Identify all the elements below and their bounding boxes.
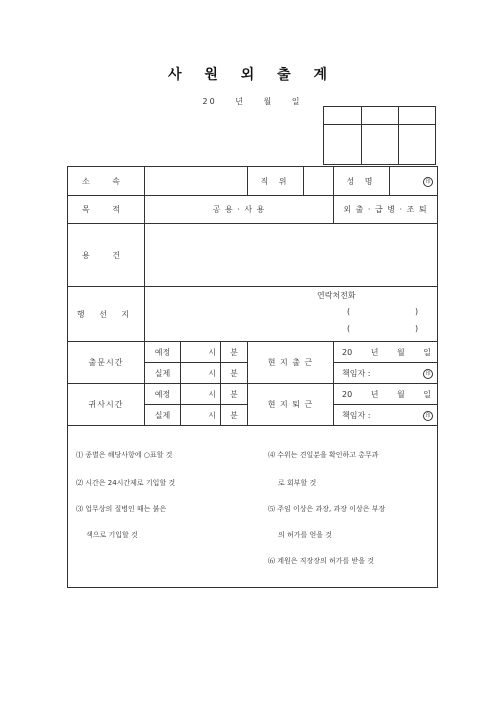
- field-leave-label: 현 지 퇴 근: [248, 384, 334, 426]
- field-departure-date[interactable]: 20 년 월 일: [334, 342, 438, 363]
- planned-label: 예정: [145, 342, 181, 363]
- hour-label[interactable]: 시: [181, 363, 221, 384]
- purpose-label: 목 적: [68, 196, 145, 224]
- note-3b: 색으로 기입할 것: [86, 531, 138, 539]
- approval-header-cell: [399, 107, 436, 125]
- note-2: ⑵ 시간은 24시간제로 기입할 것: [76, 479, 176, 487]
- departure-time-label: 출문시간: [68, 342, 145, 384]
- notes-box: [68, 426, 438, 588]
- purpose-options[interactable]: 공 용 · 사 용: [145, 196, 334, 224]
- seal-mark: 印: [423, 369, 433, 379]
- paren-close: ): [415, 324, 419, 333]
- note-1: ⑴ 종별은 해당사항에 ○표할 것: [76, 451, 173, 459]
- field-leave-date[interactable]: 20 년 월 일: [334, 384, 438, 405]
- note-5a: ⑸ 주임 이상은 과장, 과장 이상은 부장: [268, 505, 386, 513]
- note-4a: ⑷ 수위는 견일분을 확인하고 총무과: [268, 451, 379, 459]
- minute-label[interactable]: 분: [221, 342, 248, 363]
- contact-phone-label: 연락처전화: [317, 291, 356, 300]
- note-4b: 로 회부할 것: [278, 479, 317, 487]
- approval-box: [323, 106, 436, 165]
- approval-header-cell: [362, 107, 399, 125]
- note-3a: ⑶ 업무상의 질병인 때는 붉은: [76, 505, 167, 513]
- planned-label: 예정: [145, 384, 181, 405]
- note-5b: 의 허가를 얻을 것: [278, 531, 333, 539]
- position-label: 직 위: [248, 167, 304, 196]
- responsible-label: 책임자 :: [342, 410, 371, 420]
- actual-label: 실제: [145, 405, 181, 426]
- name-field[interactable]: [390, 167, 438, 196]
- seal-mark: 印: [423, 177, 433, 187]
- minute-label[interactable]: 분: [221, 363, 248, 384]
- business-field[interactable]: [145, 224, 438, 287]
- paren-open: (: [347, 307, 351, 316]
- hour-label[interactable]: 시: [181, 405, 221, 426]
- position-field[interactable]: [304, 167, 334, 196]
- business-label: 용 건: [68, 224, 145, 287]
- return-time-label: 귀사시간: [68, 384, 145, 426]
- approval-signature-cell[interactable]: [362, 125, 399, 165]
- hour-label[interactable]: 시: [181, 384, 221, 405]
- approval-signature-cell[interactable]: [399, 125, 436, 165]
- field-departure-label: 현 지 출 근: [248, 342, 334, 384]
- destination-field[interactable]: [145, 287, 438, 342]
- approval-signature-cell[interactable]: [324, 125, 362, 165]
- responsible-label: 책임자 :: [342, 368, 371, 378]
- minute-label[interactable]: 분: [221, 384, 248, 405]
- date-line: 20 년 월 일: [202, 97, 302, 106]
- responsible-field[interactable]: [334, 363, 438, 384]
- paren-open: (: [347, 324, 351, 333]
- responsible-field[interactable]: [334, 405, 438, 426]
- page-title: 사 원 외 출 계: [167, 67, 337, 83]
- leave-options[interactable]: 외 출 · 급 병 · 조 퇴: [334, 196, 438, 224]
- actual-label: 실제: [145, 363, 181, 384]
- destination-label: 행 선 지: [68, 287, 145, 342]
- outing-form-table: [67, 166, 438, 588]
- hour-label[interactable]: 시: [181, 342, 221, 363]
- paren-close: ): [415, 307, 419, 316]
- approval-header-cell: [324, 107, 362, 125]
- name-label: 성 명: [334, 167, 390, 196]
- affiliation-field[interactable]: [145, 167, 248, 196]
- note-6: ⑹ 계원은 직장장의 허가를 받을 것: [268, 557, 375, 565]
- seal-mark: 印: [423, 411, 433, 421]
- minute-label[interactable]: 분: [221, 405, 248, 426]
- affiliation-label: 소 속: [68, 167, 145, 196]
